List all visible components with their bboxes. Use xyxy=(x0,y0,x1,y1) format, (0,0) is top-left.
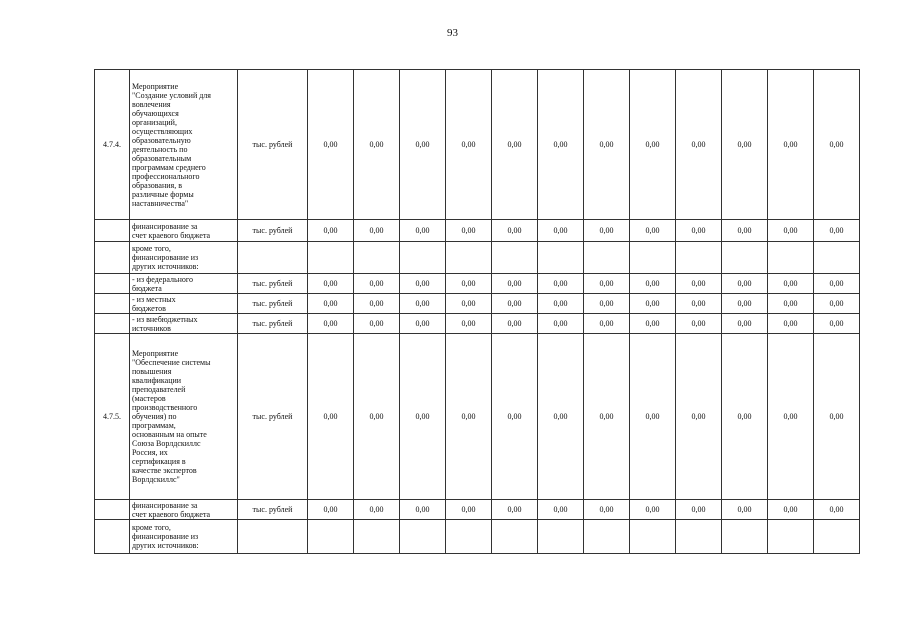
value-cell: 0,00 xyxy=(814,220,860,242)
value-cell: 0,00 xyxy=(538,334,584,500)
value-cell: 0,00 xyxy=(492,314,538,334)
value-cell: 0,00 xyxy=(584,294,630,314)
value-cell: 0,00 xyxy=(676,294,722,314)
unit-cell: тыс. рублей xyxy=(238,294,308,314)
value-cell xyxy=(492,242,538,274)
value-cell: 0,00 xyxy=(446,334,492,500)
value-cell: 0,00 xyxy=(768,500,814,520)
value-cell: 0,00 xyxy=(446,274,492,294)
value-cell: 0,00 xyxy=(630,294,676,314)
item-name-line: образовательную xyxy=(132,135,191,145)
item-name-line: качестве экспертов xyxy=(132,466,197,475)
value-cell: 0,00 xyxy=(400,314,446,334)
value-cell: 0,00 xyxy=(308,334,354,500)
item-name-line: Ворлдскиллс" xyxy=(132,475,180,484)
value-cell xyxy=(722,242,768,274)
value-cell: 0,00 xyxy=(584,70,630,220)
item-name-line: бюджета xyxy=(132,283,162,293)
value-cell xyxy=(400,242,446,274)
item-name-line: деятельность по xyxy=(132,144,188,154)
item-name-line: обучения) по xyxy=(132,412,177,421)
table-row xyxy=(95,220,860,242)
value-cell: 0,00 xyxy=(814,274,860,294)
item-number xyxy=(95,294,130,314)
value-cell: 0,00 xyxy=(584,314,630,334)
unit-cell xyxy=(238,242,308,274)
value-cell: 0,00 xyxy=(676,334,722,500)
value-cell: 0,00 xyxy=(492,294,538,314)
value-cell: 0,00 xyxy=(584,220,630,242)
item-name-line: - из федерального xyxy=(132,274,193,284)
item-name-line: кроме того, xyxy=(132,244,171,253)
item-name-line: бюджетов xyxy=(132,303,166,313)
value-cell xyxy=(630,242,676,274)
item-name-line: (мастеров xyxy=(132,394,166,403)
unit-cell: тыс. рублей xyxy=(238,314,308,334)
value-cell xyxy=(814,242,860,274)
value-cell xyxy=(676,520,722,554)
value-cell: 0,00 xyxy=(676,500,722,520)
unit-cell: тыс. рублей xyxy=(238,500,308,520)
item-name-line: преподавателей xyxy=(132,385,186,394)
item-name-line: источников xyxy=(132,323,171,333)
value-cell: 0,00 xyxy=(722,70,768,220)
item-name-line: других источников: xyxy=(132,262,199,271)
value-cell: 0,00 xyxy=(308,294,354,314)
value-cell: 0,00 xyxy=(676,70,722,220)
item-name-line: - из внебюджетных xyxy=(132,314,198,324)
value-cell xyxy=(492,520,538,554)
unit-cell: тыс. рублей xyxy=(238,334,308,500)
budget-table xyxy=(94,69,860,554)
item-name-line: различные формы xyxy=(132,189,194,199)
value-cell: 0,00 xyxy=(308,70,354,220)
value-cell: 0,00 xyxy=(584,500,630,520)
table-row xyxy=(95,70,860,220)
value-cell: 0,00 xyxy=(722,274,768,294)
item-number xyxy=(95,500,130,520)
item-number xyxy=(95,314,130,334)
value-cell xyxy=(446,242,492,274)
value-cell: 0,00 xyxy=(492,334,538,500)
table-row xyxy=(95,500,860,520)
value-cell xyxy=(584,520,630,554)
item-name-line: - из местных xyxy=(132,294,176,304)
item-name xyxy=(130,242,238,274)
unit-cell: тыс. рублей xyxy=(238,70,308,220)
value-cell xyxy=(308,242,354,274)
value-cell: 0,00 xyxy=(768,314,814,334)
unit-cell: тыс. рублей xyxy=(238,274,308,294)
value-cell: 0,00 xyxy=(722,500,768,520)
item-name xyxy=(130,334,238,500)
item-name-line: сертификация в xyxy=(132,457,186,466)
item-name-line: программам, xyxy=(132,421,176,430)
value-cell: 0,00 xyxy=(354,220,400,242)
value-cell xyxy=(538,520,584,554)
item-name-line: квалификации xyxy=(132,376,182,385)
item-name-line: "Обеспечение системы xyxy=(132,358,211,367)
value-cell: 0,00 xyxy=(538,70,584,220)
item-name xyxy=(130,520,238,554)
value-cell: 0,00 xyxy=(768,294,814,314)
item-name xyxy=(130,274,238,294)
value-cell xyxy=(354,520,400,554)
table-row xyxy=(95,274,860,294)
item-name-line: повышения xyxy=(132,367,172,376)
value-cell xyxy=(630,520,676,554)
value-cell: 0,00 xyxy=(814,294,860,314)
value-cell: 0,00 xyxy=(768,334,814,500)
table-row xyxy=(95,314,860,334)
value-cell: 0,00 xyxy=(538,500,584,520)
value-cell xyxy=(584,242,630,274)
value-cell: 0,00 xyxy=(308,220,354,242)
value-cell: 0,00 xyxy=(814,70,860,220)
item-name-line: организаций, xyxy=(132,117,177,127)
value-cell: 0,00 xyxy=(630,70,676,220)
value-cell: 0,00 xyxy=(400,294,446,314)
unit-cell xyxy=(238,520,308,554)
item-name-line: финансирование из xyxy=(132,253,199,262)
value-cell: 0,00 xyxy=(630,220,676,242)
value-cell: 0,00 xyxy=(354,70,400,220)
value-cell: 0,00 xyxy=(584,274,630,294)
value-cell: 0,00 xyxy=(400,334,446,500)
value-cell: 0,00 xyxy=(814,314,860,334)
value-cell: 0,00 xyxy=(354,314,400,334)
item-name xyxy=(130,220,238,242)
value-cell: 0,00 xyxy=(446,220,492,242)
value-cell xyxy=(354,242,400,274)
value-cell: 0,00 xyxy=(446,314,492,334)
item-name-line: вовлечения xyxy=(132,99,171,109)
table-row xyxy=(95,242,860,274)
value-cell xyxy=(446,520,492,554)
item-name-line: программам среднего xyxy=(132,162,206,172)
value-cell: 0,00 xyxy=(676,220,722,242)
value-cell: 0,00 xyxy=(308,274,354,294)
value-cell: 0,00 xyxy=(538,314,584,334)
value-cell: 0,00 xyxy=(308,500,354,520)
item-name-line: Россия, их xyxy=(132,448,168,457)
item-name xyxy=(130,70,238,220)
value-cell: 0,00 xyxy=(768,70,814,220)
item-name-line: кроме того, xyxy=(132,523,171,532)
value-cell: 0,00 xyxy=(538,274,584,294)
page-number: 93 xyxy=(447,27,458,39)
value-cell: 0,00 xyxy=(722,314,768,334)
item-name xyxy=(130,314,238,334)
value-cell: 0,00 xyxy=(538,294,584,314)
table-row xyxy=(95,334,860,500)
value-cell: 0,00 xyxy=(400,274,446,294)
value-cell: 0,00 xyxy=(538,220,584,242)
item-name-line: обучающихся xyxy=(132,108,179,118)
value-cell: 0,00 xyxy=(354,274,400,294)
value-cell xyxy=(308,520,354,554)
item-name-line: профессионального xyxy=(132,171,200,181)
item-name-line: основанным на опыте xyxy=(132,430,207,439)
item-name-line: производственного xyxy=(132,403,198,412)
item-name-line: счет краевого бюджета xyxy=(132,230,211,240)
item-name-line: образовательным xyxy=(132,153,192,163)
item-name-line: Мероприятие xyxy=(132,81,179,91)
value-cell: 0,00 xyxy=(492,274,538,294)
value-cell xyxy=(538,242,584,274)
item-number xyxy=(95,274,130,294)
value-cell: 0,00 xyxy=(722,220,768,242)
item-number xyxy=(95,220,130,242)
value-cell: 0,00 xyxy=(400,220,446,242)
item-name xyxy=(130,294,238,314)
item-name-line: Мероприятие xyxy=(132,349,179,358)
value-cell xyxy=(676,242,722,274)
value-cell: 0,00 xyxy=(354,334,400,500)
item-number: 4.7.4. xyxy=(95,70,130,220)
item-number xyxy=(95,520,130,554)
item-name-line: счет краевого бюджета xyxy=(132,509,211,519)
value-cell xyxy=(722,520,768,554)
value-cell: 0,00 xyxy=(814,334,860,500)
item-number: 4.7.5. xyxy=(95,334,130,500)
value-cell: 0,00 xyxy=(768,274,814,294)
item-name-line: Союза Ворлдскиллс xyxy=(132,439,201,448)
table-row xyxy=(95,520,860,554)
value-cell xyxy=(768,242,814,274)
value-cell: 0,00 xyxy=(400,70,446,220)
value-cell: 0,00 xyxy=(630,314,676,334)
value-cell: 0,00 xyxy=(630,334,676,500)
value-cell: 0,00 xyxy=(354,294,400,314)
item-name-line: образования, в xyxy=(132,180,182,190)
value-cell: 0,00 xyxy=(676,314,722,334)
value-cell: 0,00 xyxy=(492,70,538,220)
item-name xyxy=(130,500,238,520)
item-name-line: других источников: xyxy=(132,541,199,550)
value-cell: 0,00 xyxy=(584,334,630,500)
value-cell xyxy=(400,520,446,554)
item-name-line: финансирование за xyxy=(132,500,198,510)
value-cell: 0,00 xyxy=(676,274,722,294)
item-name-line: "Создание условий для xyxy=(132,90,211,100)
value-cell xyxy=(768,520,814,554)
value-cell: 0,00 xyxy=(400,500,446,520)
value-cell: 0,00 xyxy=(492,220,538,242)
unit-cell: тыс. рублей xyxy=(238,220,308,242)
value-cell: 0,00 xyxy=(446,500,492,520)
item-number xyxy=(95,242,130,274)
value-cell: 0,00 xyxy=(354,500,400,520)
item-name-line: осуществляющих xyxy=(132,126,193,136)
value-cell: 0,00 xyxy=(308,314,354,334)
value-cell: 0,00 xyxy=(768,220,814,242)
value-cell: 0,00 xyxy=(630,500,676,520)
table-row xyxy=(95,294,860,314)
value-cell: 0,00 xyxy=(446,294,492,314)
value-cell xyxy=(814,520,860,554)
item-name-line: финансирование из xyxy=(132,532,199,541)
value-cell: 0,00 xyxy=(492,500,538,520)
item-name-line: наставничества" xyxy=(132,198,189,208)
item-name-line: финансирование за xyxy=(132,221,198,231)
value-cell: 0,00 xyxy=(446,70,492,220)
value-cell: 0,00 xyxy=(722,334,768,500)
value-cell: 0,00 xyxy=(814,500,860,520)
value-cell: 0,00 xyxy=(630,274,676,294)
value-cell: 0,00 xyxy=(722,294,768,314)
